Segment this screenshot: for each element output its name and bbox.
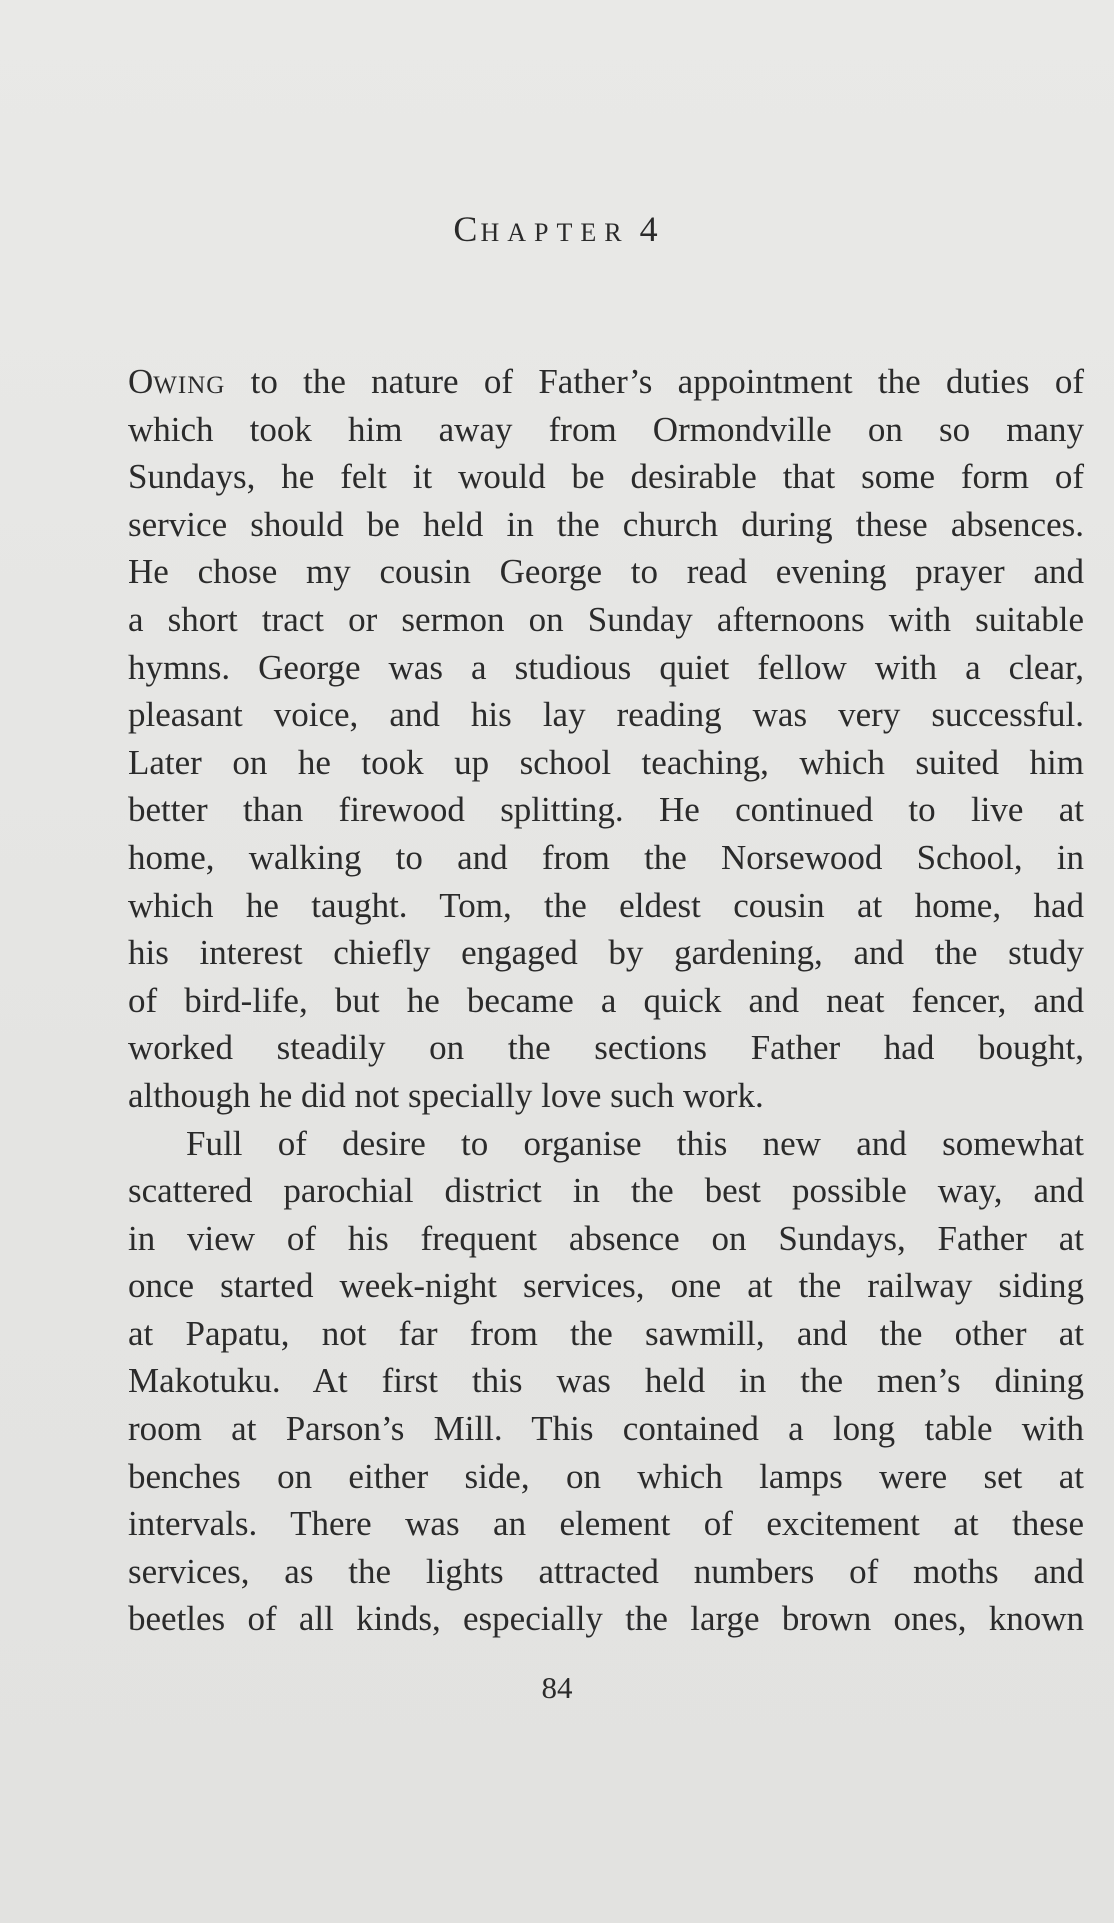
text-line — [128, 358, 1084, 406]
text-line: benches on either side, on which lamps were set at — [128, 1456, 1084, 1496]
text-line: of bird-life, but he became a quick and neat fencer, and — [128, 980, 1084, 1020]
chapter-heading — [0, 208, 1114, 250]
text-line: although he did not specially love such work. — [128, 1075, 764, 1115]
text-line: which took him away from Ormondville on so many — [128, 409, 1084, 449]
text-line: scattered parochial district in the best possible way, and — [128, 1171, 1084, 1211]
text-line: hymns. George was a studious quiet fellow with a clear, — [128, 647, 1084, 687]
chapter-word-rest: HAPTER — [480, 218, 630, 247]
text-line: room at Parson’s Mill. This contained a long table with — [128, 1409, 1084, 1449]
text-line: at Papatu, not far from the sawmill, and the other at — [128, 1313, 1084, 1353]
chapter-number: 4 — [639, 209, 661, 249]
text-line: services, as the lights attracted numbers of moths and — [128, 1551, 1084, 1591]
text-line: home, walking to and from the Norsewood School, in — [128, 837, 1084, 877]
chapter-word-initial: C — [453, 209, 481, 249]
text-line-content: to the nature of Father’s appointment the duties of — [225, 362, 1084, 401]
text-line: service should be held in the church during these absences. — [128, 504, 1084, 544]
text-line: Makotuku. At first this was held in the men’s dining — [128, 1361, 1084, 1401]
page-number: 84 — [541, 1670, 573, 1705]
text-line: his interest chiefly engaged by gardening, and the study — [128, 933, 1084, 973]
body-text — [128, 358, 1084, 1643]
text-line: beetles of all kinds, especially the large brown ones, known — [128, 1599, 1084, 1639]
text-line: Later on he took up school teaching, which suited him — [128, 742, 1084, 782]
text-line: Full of desire to organise this new and somewhat — [186, 1123, 1084, 1163]
text-line: Sundays, he felt it would be desirable that some form of — [128, 457, 1084, 497]
text-line: He chose my cousin George to read evening prayer and — [128, 552, 1084, 592]
text-line: better than firewood splitting. He continued to live at — [128, 790, 1084, 830]
text-line: a short tract or sermon on Sunday afternoons with suitable — [128, 599, 1084, 639]
text-line: in view of his frequent absence on Sundays, Father at — [128, 1218, 1084, 1258]
text-line: pleasant voice, and his lay reading was very successful. — [128, 695, 1084, 735]
text-line: worked steadily on the sections Father had bought, — [128, 1028, 1084, 1068]
text-line: which he taught. Tom, the eldest cousin at home, had — [128, 885, 1084, 925]
opening-small-caps-initial: O — [128, 362, 154, 401]
opening-small-caps-rest: WING — [153, 372, 226, 399]
text-line: intervals. There was an element of excitement at these — [128, 1504, 1084, 1544]
text-line: once started week-night services, one at the railway siding — [128, 1266, 1084, 1306]
